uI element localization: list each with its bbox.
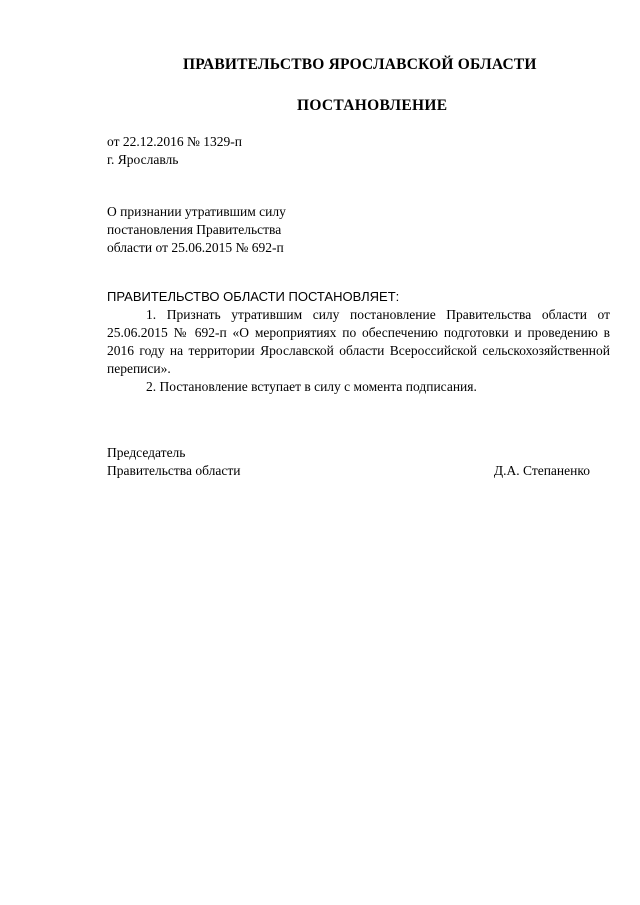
- document-subject: [107, 203, 286, 257]
- document-body: [107, 288, 610, 396]
- subject-line-1: О признании утратившим силу: [107, 204, 286, 219]
- subject-line-2: постановления Правительства: [107, 222, 282, 237]
- organization-title: ПРАВИТЕЛЬСТВО ЯРОСЛАВСКОЙ ОБЛАСТИ: [183, 56, 537, 73]
- signature-row: [107, 462, 590, 480]
- signer-position-line-2: Правительства области: [107, 463, 241, 478]
- document-type-heading: ПОСТАНОВЛЕНИЕ: [297, 97, 448, 114]
- body-item-1: 1. Признать утратившим силу постановление Правительства области от 25.06.2015 № 692-п «О мероприятиях по обеспечению подготовки и проведению в 2016 году на территории Ярославской области Всероссийской сельскохозяйственной переписи».: [107, 307, 610, 376]
- signature-block: [107, 444, 590, 480]
- decree-phrase: ПРАВИТЕЛЬСТВО ОБЛАСТИ ПОСТАНОВЛЯЕТ:: [107, 289, 400, 304]
- city: г. Ярославль: [107, 152, 179, 167]
- subject-line-3: области от 25.06.2015 № 692-п: [107, 240, 284, 255]
- signer-position-line-1: Председатель: [107, 445, 186, 460]
- document-meta: [107, 133, 242, 169]
- body-item-2: 2. Постановление вступает в силу с момента подписания.: [146, 379, 477, 394]
- signer-name: Д.А. Степаненко: [493, 463, 590, 478]
- date-and-number: от 22.12.2016 № 1329-п: [107, 134, 242, 149]
